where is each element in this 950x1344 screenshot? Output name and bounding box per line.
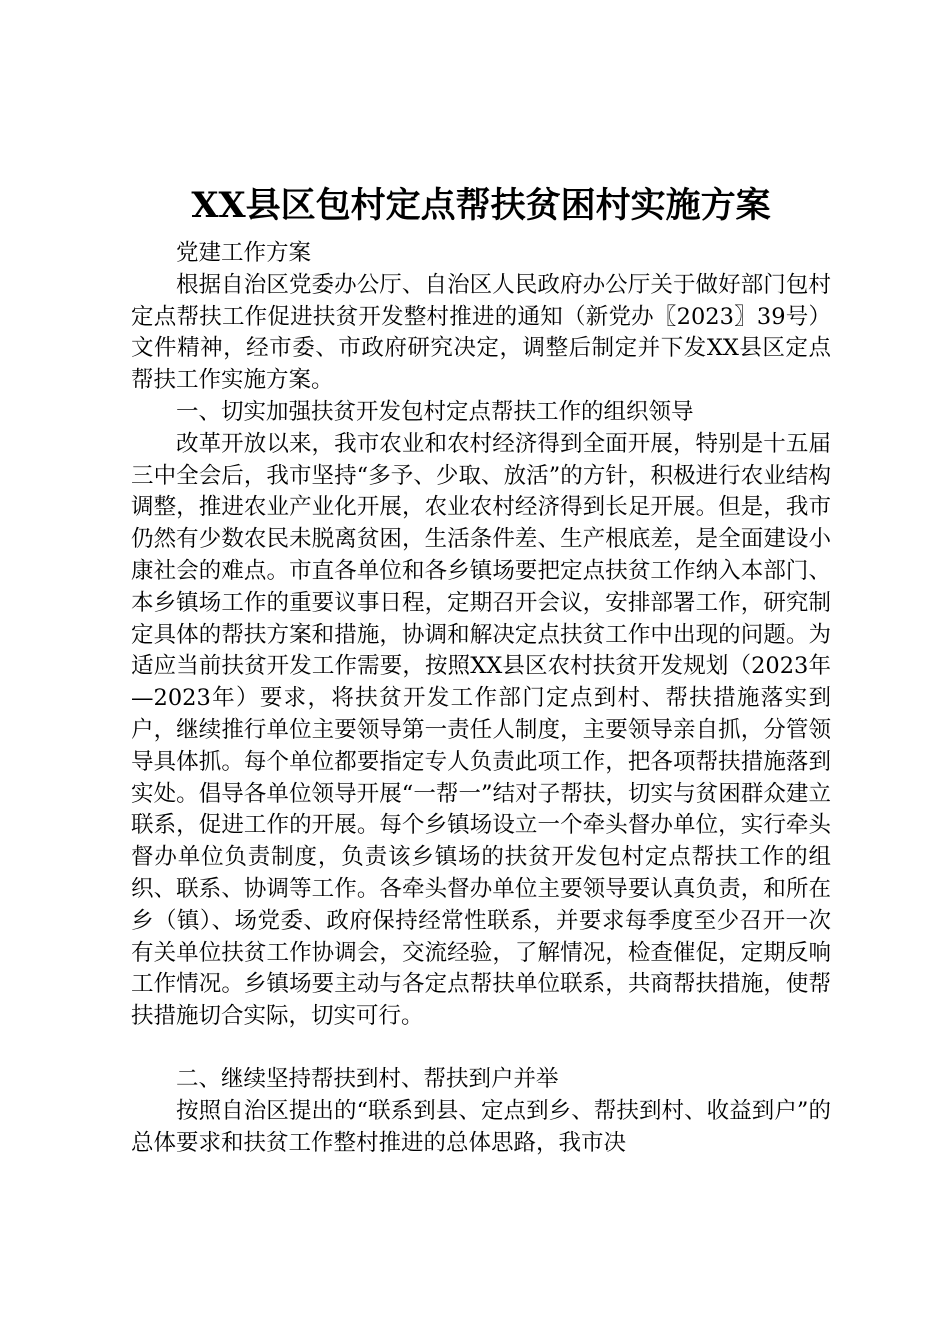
paragraph-section-1-body: 改革开放以来，我市农业和农村经济得到全面开展，特别是十五届三中全会后，我市坚持“多予、少取、放活”的方针，积极进行农业结构调整，推进农业产业化开展，农业农村经济得到长足开展。但是，我市仍然有少数农民未脱离贫困，生活条件差、生产根底差，是全面建设小康社会的难点。市直各单位和各乡镇场要把定点扶贫工作纳入本部门、本乡镇场工作的重要议事日程，定期召开会议，安排部署工作，研究制定具体的帮扶方案和措施，协调和解决定点扶贫工作中出现的问题。为适应当前扶贫开发工作需要，按照XX县区农村扶贫开发规划（2023年—2023年）要求，将扶贫开发工作部门定点到村、帮扶措施落实到户，继续推行单位主要领导第一责任人制度，主要领导亲自抓，分管领导具体抓。每个单位都要指定专人负责此项工作，把各项帮扶措施落到实处。倡导各单位领导开展“一帮一”结对子帮扶，切实与贫困群众建立联系，促进工作的开展。每个乡镇场设立一个牵头督办单位，实行牵头督办单位负责制度，负责该乡镇场的扶贫开发包村定点帮扶工作的组织、联系、协调等工作。各牵头督办单位主要领导要认真负责，和所在乡（镇）、场党委、政府保持经常性联系，并要求每季度至少召开一次有关单位扶贫工作协调会，交流经验，了解情况，检查催促，定期反响工作情况。乡镇场要主动与各定点帮扶单位联系，共商帮扶措施，使帮扶措施切合实际，切实可行。 — [131, 430, 831, 1030]
section-heading-2: 二、继续坚持帮扶到村、帮扶到户并举 — [176, 1065, 559, 1092]
paragraph-section-2-body: 按照自治区提出的“联系到县、定点到乡、帮扶到村、收益到户”的总体要求和扶贫工作整村推进的总体思路，我市决 — [131, 1097, 831, 1156]
document-title: XX县区包村定点帮扶贫困村实施方案 — [191, 185, 771, 226]
paragraph-gap — [131, 1033, 831, 1064]
document-page — [131, 182, 831, 1159]
paragraph-intro: 根据自治区党委办公厅、自治区人民政府办公厅关于做好部门包村定点帮扶工作促进扶贫开发整村推进的通知（新党办〖2023〗39号）文件精神，经市委、市政府研究决定，调整后制定并下发XX县区定点帮扶工作实施方案。 — [131, 271, 831, 394]
section-heading-1: 一、切实加强扶贫开发包村定点帮扶工作的组织领导 — [176, 398, 694, 425]
paragraph-subtitle: 党建工作方案 — [176, 240, 312, 266]
